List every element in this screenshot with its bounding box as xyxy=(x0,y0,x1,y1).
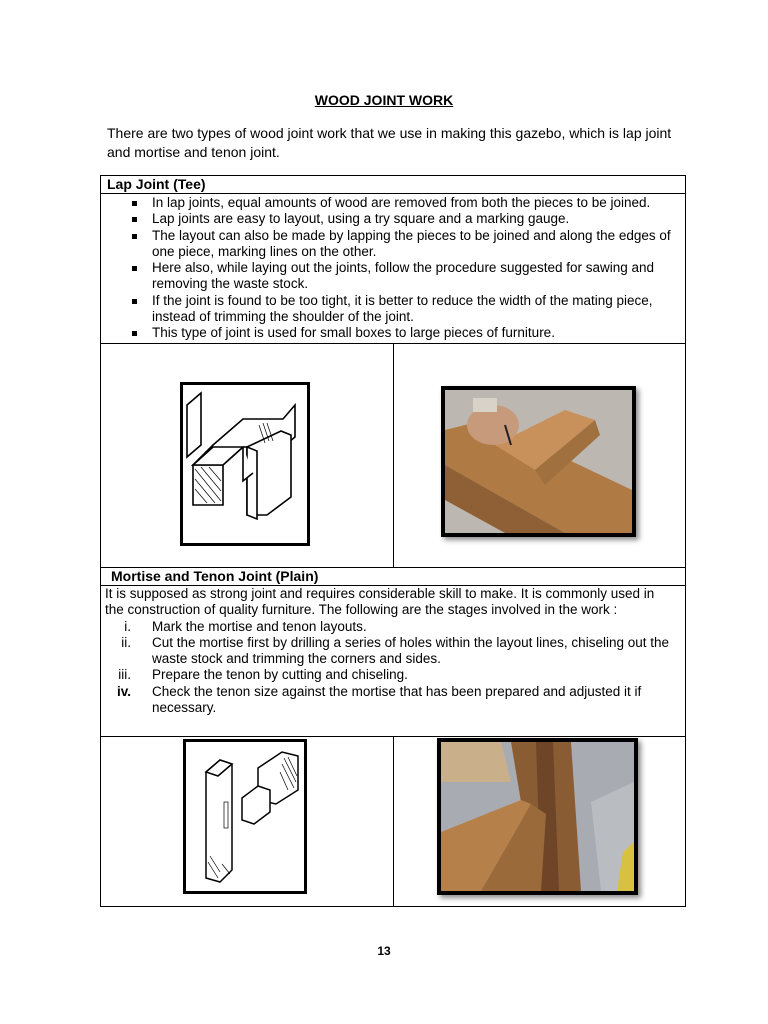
lap-joint-photo-icon xyxy=(445,390,632,533)
lap-joint-bullets xyxy=(101,194,685,342)
mortise-tenon-photo-icon xyxy=(441,742,634,891)
list-item: This type of joint is used for small boxes to large pieces of furniture. xyxy=(101,325,685,341)
lap-joint-photo xyxy=(441,386,636,537)
lap-joint-section xyxy=(100,175,686,344)
mortise-paragraph: It is supposed as strong joint and requires considerable skill to make. It is commonly used in the construction of quality furniture. The following are the stages involved in the work : xyxy=(105,586,655,618)
mortise-tenon-section xyxy=(100,567,686,737)
page-number: 13 xyxy=(377,944,391,958)
lap-joint-heading: Lap Joint (Tee) xyxy=(101,176,685,194)
list-item: The layout can also be made by lapping the pieces to be joined and along the edges of one piece, marking lines on the other. xyxy=(101,228,685,261)
list-item: iii. Prepare the tenon by cutting and chiseling. xyxy=(118,667,408,683)
list-item: iv. Check the tenon size against the mortise that has been prepared and adjusted it if necessary. xyxy=(116,683,642,716)
mortise-tenon-diagram xyxy=(183,739,307,894)
lap-joint-images-row xyxy=(100,343,686,568)
list-item: Here also, while laying out the joints, follow the procedure suggested for sawing and removing the waste stock. xyxy=(101,260,685,293)
mortise-steps xyxy=(101,619,685,717)
lap-joint-sketch-icon xyxy=(183,385,307,543)
mortise-tenon-photo xyxy=(437,738,638,895)
list-item: If the joint is found to be too tight, it is better to reduce the width of the mating piece, instead of trimming the shoulder of the joint. xyxy=(101,293,685,326)
list-item: Lap joints are easy to layout, using a try square and a marking gauge. xyxy=(101,211,685,227)
mortise-tenon-images-row xyxy=(100,736,686,907)
list-item: i. Mark the mortise and tenon layouts. xyxy=(124,618,367,634)
lap-joint-diagram xyxy=(180,382,310,546)
mortise-tenon-heading: Mortise and Tenon Joint (Plain) xyxy=(101,568,685,586)
intro-paragraph: There are two types of wood joint work that we use in making this gazebo, which is lap joint and mortise and tenon joint. xyxy=(107,125,672,160)
mortise-tenon-sketch-icon xyxy=(186,742,304,891)
page-title: WOOD JOINT WORK xyxy=(314,92,454,108)
list-item: In lap joints, equal amounts of wood are removed from both the pieces to be joined. xyxy=(101,195,685,211)
list-item: ii. Cut the mortise first by drilling a series of holes within the layout lines, chiseling out the waste stock and trimming the corners and sides. xyxy=(121,634,670,667)
